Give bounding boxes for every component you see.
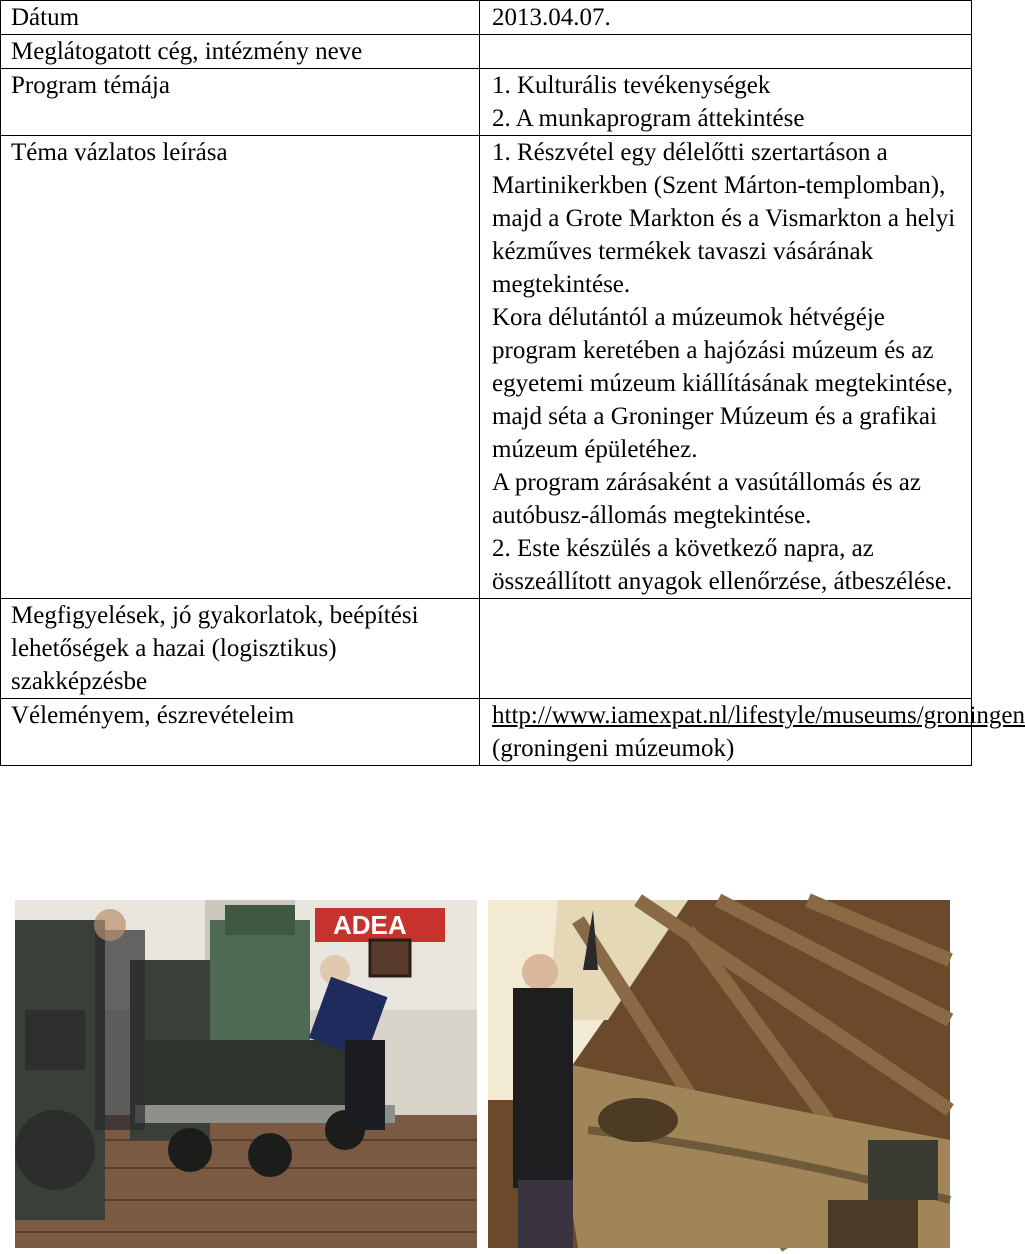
value-topic [480, 69, 972, 136]
row-opinion [1, 699, 972, 766]
label-opinion: Véleményem, észrevételeim [1, 699, 480, 766]
row-description [1, 136, 972, 599]
label-date: Dátum [1, 1, 480, 35]
description-paragraph: 2. Este készülés a következő napra, az összeállított anyagok ellenőrzése, átbeszélése. [492, 535, 953, 595]
label-institution: Meglátogatott cég, intézmény neve [1, 35, 480, 69]
label-observations: Megfigyelések, jó gyakorlatok, beépítési lehetőségek a hazai (logisztikus) szakképzésbe [1, 599, 480, 699]
photo-row [0, 900, 960, 1254]
svg-text:ADEA: ADEA [333, 910, 407, 940]
link-note: (groningeni múzeumok) [492, 735, 735, 762]
museums-link[interactable]: http://www.iamexpat.nl/lifestyle/museums/groningen [492, 702, 1025, 729]
value-description [480, 136, 972, 599]
value-date: 2013.04.07. [480, 1, 972, 35]
label-topic: Program témája [1, 69, 480, 136]
description-paragraph: 1. Részvétel egy délelőtti szertartáson a Martinikerkben (Szent Márton-templomban), majd a Grote Markton és a Vismarkton a helyi kézműves termékek tavaszi vásárának megtekintése. [492, 139, 956, 298]
value-institution [480, 35, 972, 69]
row-date [1, 1, 972, 35]
value-observations [480, 599, 972, 699]
boat-attic-photo [488, 900, 950, 1248]
label-description: Téma vázlatos leírása [1, 136, 480, 599]
engine-room-photo [15, 900, 477, 1248]
value-opinion [480, 699, 1025, 766]
row-observations [1, 599, 972, 699]
description-paragraph: Kora délutántól a múzeumok hétvégéje program keretében a hajózási múzeum és az egyetemi múzeum kiállításának megtekintése, majd séta a Groninger Múzeum és a grafikai múzeum épületéhez. [492, 304, 953, 463]
row-institution [1, 35, 972, 69]
description-paragraph: A program zárásaként a vasútállomás és az autóbusz-állomás megtekintése. [492, 469, 921, 529]
row-topic [1, 69, 972, 136]
topic-item: 1. Kulturális tevékenységek [492, 72, 771, 99]
topic-item: 2. A munkaprogram áttekintése [492, 105, 805, 132]
